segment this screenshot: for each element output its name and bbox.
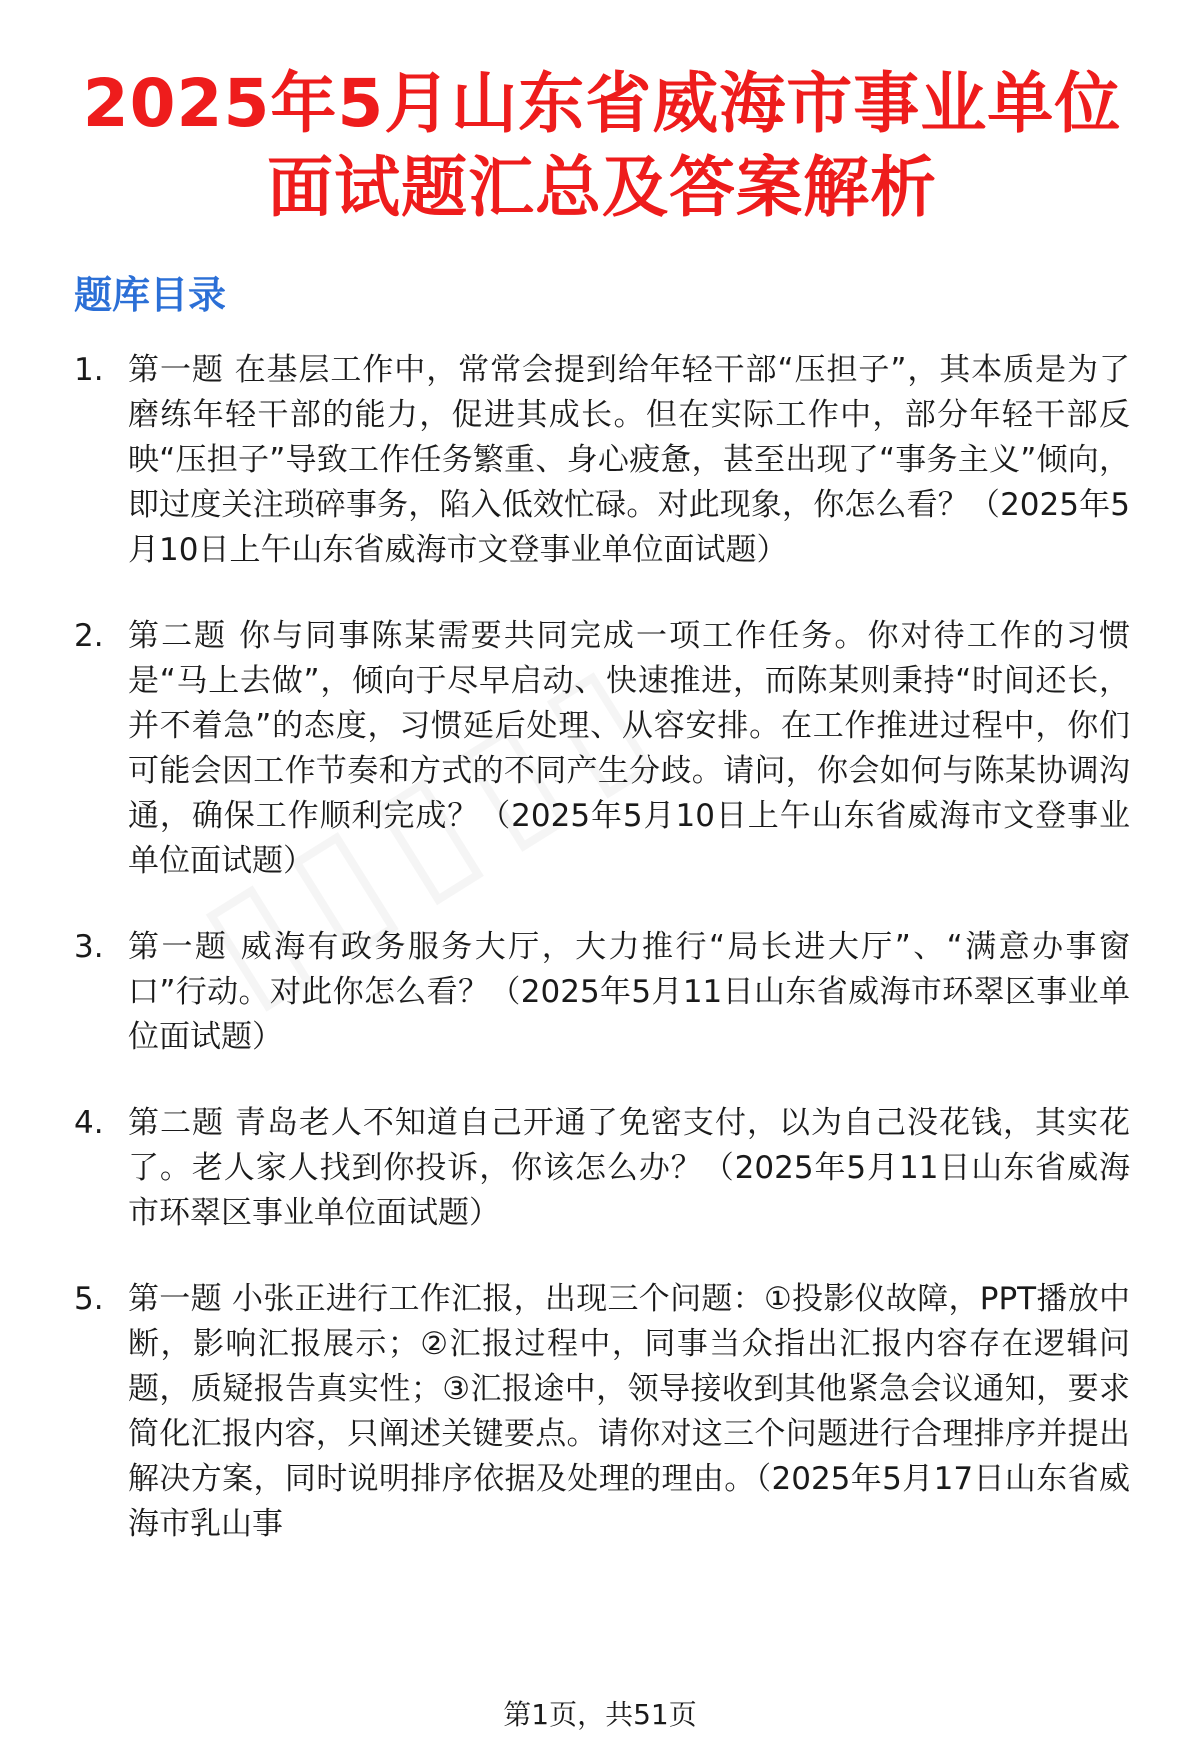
question-number: 1. [74,352,104,388]
question-text: 第一题 威海有政务服务大厅，大力推行“局长进大厅”、“满意办事窗口”行动。对此你怎么看？（2025年5月11日山东省威海市环翠区事业单位面试题） [128,929,1130,1055]
question-item [74,1277,1130,1547]
title-line-1: 2025年5月山东省威海市事业单位 [82,65,1122,142]
question-item [74,614,1130,884]
question-number: 4. [74,1105,104,1141]
question-number: 2. [74,618,104,654]
question-item [74,1101,1130,1236]
toc-heading: 题库目录 [74,273,227,317]
question-list [74,348,1130,1547]
question-text: 第一题 小张正进行工作汇报，出现三个问题：①投影仪故障，PPT播放中断，影响汇报展示；②汇报过程中，同事当众指出汇报内容存在逻辑问题，质疑报告真实性；③汇报途中，领导接收到其他紧急会议通知，要求简化汇报内容，只阐述关键要点。请你对这三个问题进行合理排序并提出解决方案，同时说明排序依据及处理的理由。（2025年5月17日山东省威海市乳山事 [128,1281,1130,1542]
document-title [74,62,1130,230]
title-line-2: 面试题汇总及答案解析 [267,149,937,226]
question-text: 第二题 你与同事陈某需要共同完成一项工作任务。你对待工作的习惯是“马上去做”，倾向于尽早启动、快速推进，而陈某则秉持“时间还长，并不着急”的态度，习惯延后处理、从容安排。在工作推进过程中，你们可能会因工作节奏和方式的不同产生分歧。请问，你会如何与陈某协调沟通，确保工作顺利完成？（2025年5月10日上午山东省威海市文登事业单位面试题） [128,618,1130,879]
question-number: 5. [74,1281,104,1317]
question-item [74,348,1130,573]
question-text: 第二题 青岛老人不知道自己开通了免密支付，以为自己没花钱，其实花了。老人家人找到你投诉，你该怎么办？（2025年5月11日山东省威海市环翠区事业单位面试题） [128,1105,1130,1231]
page-footer: 第1页，共51页 [503,1698,697,1731]
question-text: 第一题 在基层工作中，常常会提到给年轻干部“压担子”，其本质是为了磨练年轻干部的能力，促进其成长。但在实际工作中，部分年轻干部反映“压担子”导致工作任务繁重、身心疲惫，甚至出现了“事务主义”倾向，即过度关注琐碎事务，陷入低效忙碌。对此现象，你怎么看？（2025年5月10日上午山东省威海市文登事业单位面试题） [128,352,1130,568]
question-number: 3. [74,929,104,965]
question-item [74,925,1130,1060]
